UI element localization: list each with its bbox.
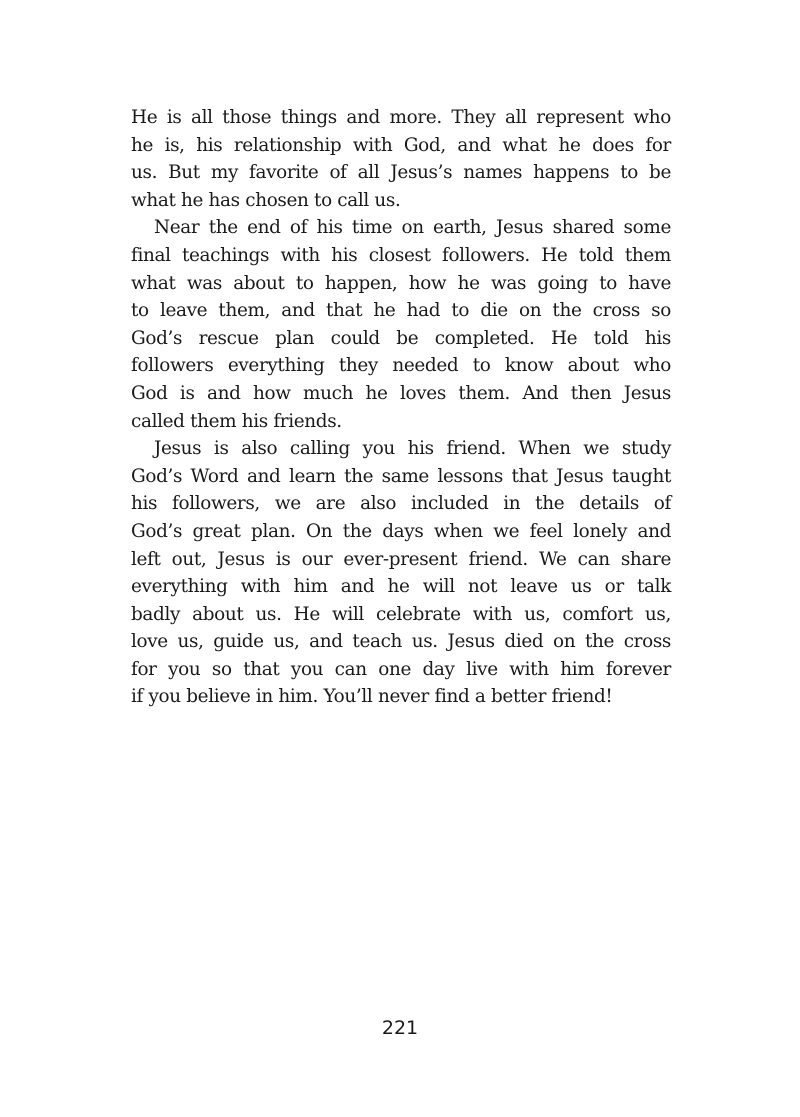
paragraph-1-line: what he has chosen to call us.: [131, 189, 401, 211]
paragraph-2-line: called them his friends.: [131, 410, 342, 432]
paragraph-1-line: us. But my favorite of all Jesus’s names happens to be: [131, 162, 671, 184]
paragraph-3-line: badly about us. He will celebrate with us, comfort us,: [131, 603, 671, 625]
paragraph-3-line: God’s great plan. On the days when we feel lonely and: [131, 520, 671, 542]
paragraph-1-line: he is, his relationship with God, and what he does for: [131, 134, 671, 156]
paragraph-2-line: to leave them, and that he had to die on the cross so: [131, 300, 671, 322]
body-text: [131, 104, 671, 711]
paragraph-3-line: Jesus is also calling you his friend. When we study: [154, 438, 671, 460]
paragraph-3-line: if you believe in him. You’ll never find a better friend!: [131, 686, 613, 708]
paragraph-2-line: followers everything they needed to know about who: [131, 355, 671, 377]
paragraph-3-line: his followers, we are also included in the details of: [131, 493, 671, 515]
page-number: 221: [381, 1017, 419, 1039]
paragraph-2-line: final teachings with his closest followers. He told them: [131, 244, 671, 266]
paragraph-2-line: God is and how much he loves them. And then Jesus: [131, 382, 671, 404]
paragraph-2-line: God’s rescue plan could be completed. He told his: [131, 327, 671, 349]
paragraph-2-line: what was about to happen, how he was going to have: [131, 272, 671, 294]
paragraph-3-line: God’s Word and learn the same lessons that Jesus taught: [131, 465, 671, 487]
paragraph-3-line: love us, guide us, and teach us. Jesus died on the cross: [131, 631, 671, 653]
paragraph-3-line: for you so that you can one day live with him forever: [131, 658, 671, 680]
paragraph-3-line: left out, Jesus is our ever-present friend. We can share: [131, 548, 671, 570]
paragraph-3-line: everything with him and he will not leave us or talk: [131, 576, 671, 598]
paragraph-1-line: He is all those things and more. They all represent who: [131, 107, 671, 128]
paragraph-2-line: Near the end of his time on earth, Jesus shared some: [154, 217, 671, 239]
